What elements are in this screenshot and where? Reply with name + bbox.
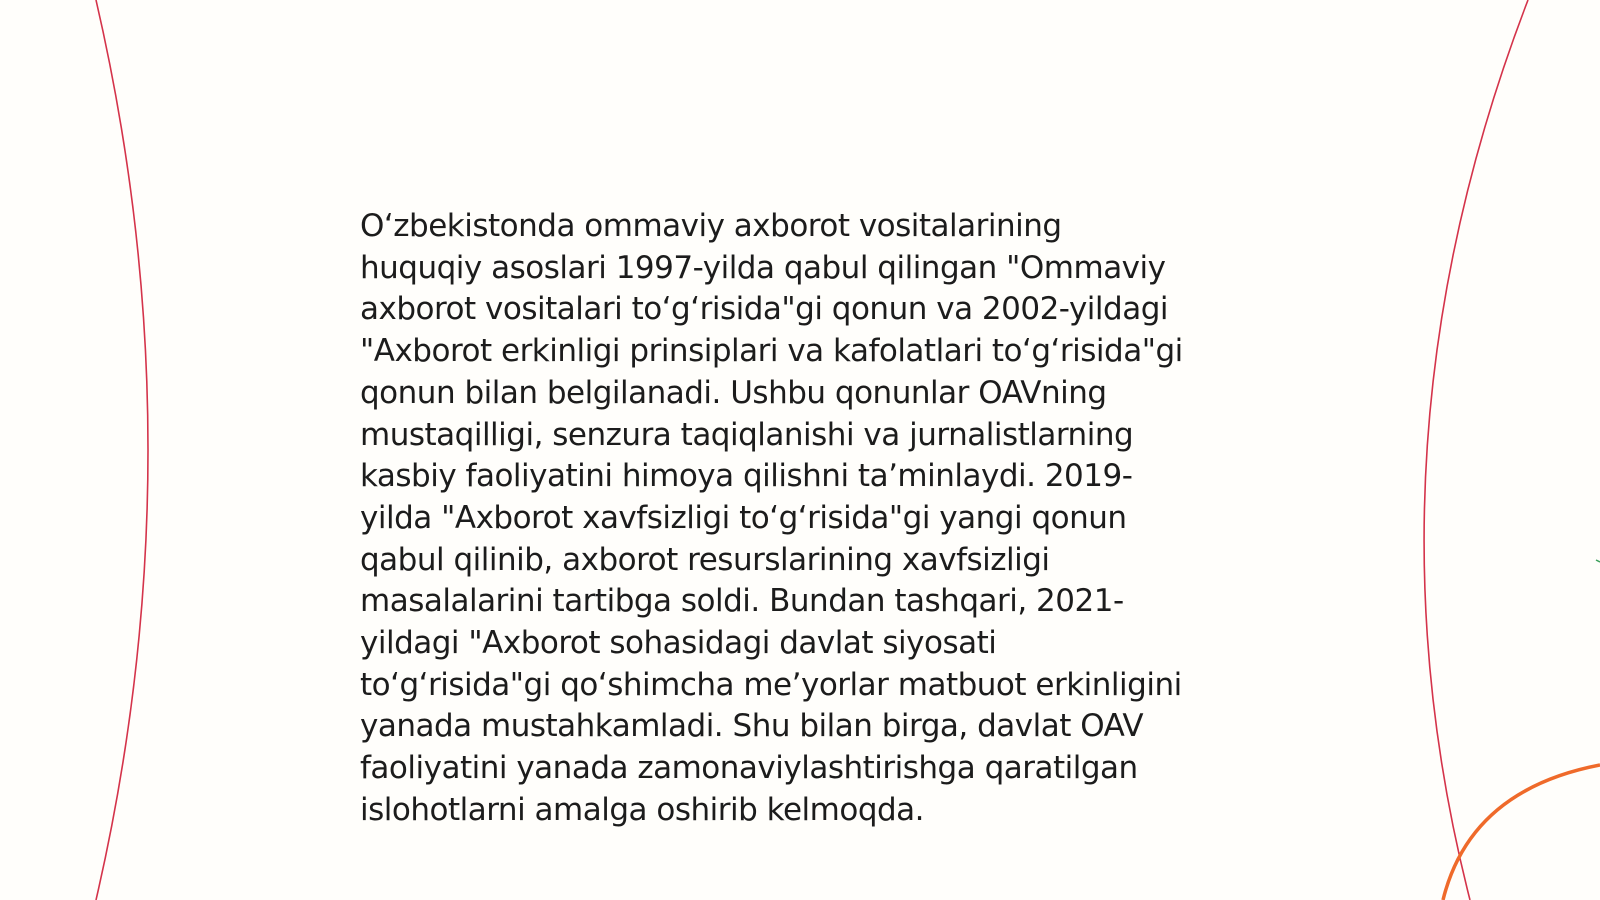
right-curve bbox=[1424, 0, 1528, 900]
body-paragraph: Oʻzbekistonda ommaviy axborot vositalarining huquqiy asoslari 1997-yilda qabul qilingan "Ommaviy axborot vositalari toʻgʻrisida"gi qonun va 2002-yildagi "Axborot erkinligi prinsiplari va kafolatlari toʻgʻrisida"gi qonun bilan belgilanadi. Ushbu qonunlar OAVning mustaqilligi, senzura taqiqlanishi va jurnalistlarning kasbiy faoliyatini himoya qilishni taʼminlaydi. 2019- yilda "Axborot xavfsizligi toʻgʻrisida"gi yangi qonun qabul qilinib, axborot resurslarining xavfsizligi masalalarini tartibga soldi. Bundan tashqari, 2021- yildagi "Axborot sohasidagi davlat siyosati toʻgʻrisida"gi qoʻshimcha meʼyorlar matbuot erkinligini yanada mustahkamladi. Shu bilan birga, davlat OAV faoliyatini yanada zamonaviylashtirishga qaratilgan islohotlarni amalga oshirib kelmoqda. bbox=[360, 208, 1183, 828]
left-curve bbox=[96, 0, 148, 900]
small-green-mark bbox=[1596, 560, 1600, 562]
orange-arc bbox=[1443, 765, 1600, 900]
